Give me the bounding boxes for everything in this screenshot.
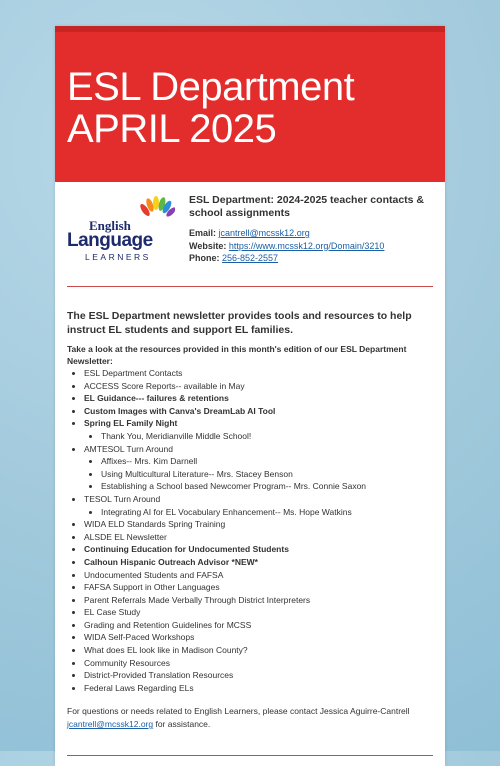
footer-email-link[interactable]: jcantrell@mcssk12.org — [67, 719, 154, 730]
phone-row: Phone: 256-852-2557 — [189, 253, 279, 263]
list-item[interactable]: • ACCESS Score Reports-- available in May — [84, 380, 433, 393]
list-item[interactable]: • ALSDE EL Newsletter — [84, 531, 433, 544]
list-item[interactable]: • Spring EL Family Night • Thank You, Meridianville Middle School! — [84, 417, 433, 442]
english-language-learners-logo — [67, 196, 175, 268]
sub-list — [84, 506, 433, 519]
list-item[interactable]: • WIDA ELD Standards Spring Training — [84, 518, 433, 531]
list-item[interactable]: • Parent Referrals Made Verbally Through District Interpreters — [84, 594, 433, 607]
list-item[interactable]: • Thank You, Meridianville Middle School! — [101, 430, 433, 443]
list-item[interactable]: • Undocumented Students and FAFSA — [84, 569, 433, 582]
email-link[interactable]: jcantrell@mcssk12.org — [218, 228, 310, 238]
logo-word-language: Language — [67, 230, 153, 251]
list-item[interactable]: • District-Provided Translation Resources — [84, 669, 433, 682]
list-item[interactable]: • EL Case Study — [84, 606, 433, 619]
banner-date: APRIL 2025 — [67, 107, 277, 151]
list-item[interactable]: • Using Multicultural Literature-- Mrs. Stacey Benson — [101, 468, 433, 481]
list-item[interactable]: • EL Guidance--- failures & retentions — [84, 392, 433, 405]
intro-lead: The ESL Department newsletter provides tools and resources to help instruct EL students and support EL families. — [67, 310, 412, 336]
resource-list — [67, 367, 433, 694]
bottom-divider — [67, 755, 433, 756]
list-item[interactable]: • Federal Laws Regarding ELs — [84, 682, 433, 695]
newsletter-body — [55, 287, 445, 731]
list-item[interactable]: • Community Resources — [84, 657, 433, 670]
contact-title: ESL Department: 2024-2025 teacher contacts & school assignments — [189, 194, 424, 219]
footer-note: For questions or needs related to English Learners, please contact Jessica Aguirre-Cantrell jcantrell@mcssk12.org for assistance. — [67, 706, 410, 730]
contact-block — [55, 182, 445, 286]
newsletter-card — [55, 26, 445, 766]
sub-list — [84, 455, 433, 493]
sub-list — [84, 430, 433, 443]
list-item[interactable]: • TESOL Turn Around • Integrating AI for EL Vocabulary Enhancement-- Ms. Hope Watkins — [84, 493, 433, 518]
logo-word-learners: LEARNERS — [85, 252, 151, 262]
list-item[interactable]: • Affixes-- Mrs. Kim Darnell — [101, 455, 433, 468]
list-item[interactable]: • Calhoun Hispanic Outreach Advisor *NEW* — [84, 556, 433, 569]
list-item[interactable]: • Grading and Retention Guidelines for MCSS — [84, 619, 433, 632]
list-item[interactable]: • Establishing a School based Newcomer Program-- Mrs. Connie Saxon — [101, 480, 433, 493]
intro-sub: Take a look at the resources provided in this month's edition of our ESL Department Newsletter: — [67, 344, 407, 366]
list-item[interactable]: • AMTESOL Turn Around • Affixes-- Mrs. Kim Darnell • Using Multicultural Literature-- Mrs. Stacey Benson • Establishing a School based Newcomer Program-- Mrs. Connie Saxon — [84, 443, 433, 493]
list-item[interactable]: • FAFSA Support in Other Languages — [84, 581, 433, 594]
list-item[interactable]: • What does EL look like in Madison County? — [84, 644, 433, 657]
header-banner — [55, 26, 445, 182]
list-item[interactable]: • Continuing Education for Undocumented Students — [84, 543, 433, 556]
list-item[interactable]: • WIDA Self-Paced Workshops — [84, 631, 433, 644]
email-row: Email: jcantrell@mcssk12.org — [189, 228, 310, 238]
list-item[interactable]: • Integrating AI for EL Vocabulary Enhancement-- Ms. Hope Watkins — [101, 506, 433, 519]
contact-info — [189, 194, 433, 286]
website-row: Website: https://www.mcssk12.org/Domain/3210 — [189, 240, 385, 251]
phone-link[interactable]: 256-852-2557 — [222, 253, 279, 263]
colorful-hands-icon — [139, 196, 175, 222]
list-item[interactable]: • Custom Images with Canva's DreamLab AI Tool — [84, 405, 433, 418]
list-item[interactable]: • ESL Department Contacts — [84, 367, 433, 380]
website-link[interactable]: https://www.mcssk12.org/Domain/3210 — [228, 240, 385, 251]
banner-title: ESL Department — [67, 65, 355, 109]
logo-word-english: English — [89, 218, 131, 233]
